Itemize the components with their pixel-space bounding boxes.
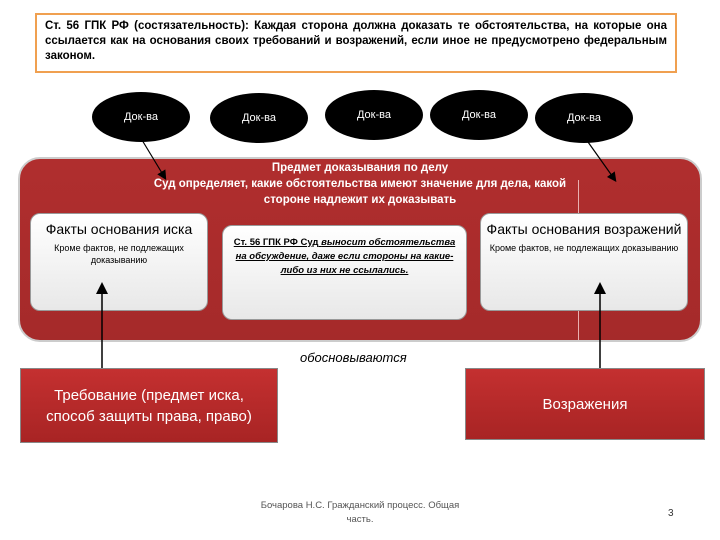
- objection-facts-title: Факты основания возражений: [486, 221, 682, 237]
- evidence-arrow-right: [588, 142, 615, 180]
- justified-label: обосновываются: [300, 350, 407, 365]
- court-lead: Ст. 56 ГПК РФ Суд: [233, 237, 319, 248]
- header-text: Ст. 56 ГПК РФ (состязательность): Каждая сторона должна доказать те обстоятельства, на которые она ссылается как на основания своих требований и возражений, если иное не предусмотрено федеральным законом.: [45, 20, 667, 62]
- subject-line-3: стороне надлежит их доказывать: [263, 194, 457, 206]
- court-body: выносит обстоятельства на обсуждение, даже если стороны на какие-либо из них не ссылались.: [235, 237, 456, 276]
- evidence-label: Док-ва: [123, 111, 158, 123]
- subject-line-2: Суд определяет, какие обстоятельства имеют значение для дела, какой: [153, 178, 567, 190]
- claim-facts-sub: Кроме фактов, не подлежащих доказыванию: [54, 243, 184, 265]
- subject-line-1: Предмет доказывания по делу: [271, 162, 449, 174]
- objections-label: Возражения: [542, 395, 628, 413]
- evidence-label: Док-ва: [566, 112, 601, 124]
- footer-text: Бочарова Н.С. Гражданский процесс. Общая часть.: [260, 500, 460, 525]
- page-number: 3: [668, 508, 674, 519]
- evidence-label: Док-ва: [461, 109, 496, 121]
- evidence-label: Док-ва: [241, 112, 276, 124]
- evidence-arrow-left: [142, 140, 165, 178]
- objection-facts-sub: Кроме фактов, не подлежащих доказыванию: [489, 243, 679, 253]
- evidence-label: Док-ва: [356, 109, 391, 121]
- claim-label: Требование (предмет иска, способ защиты права, право): [46, 386, 252, 425]
- claim-facts-title: Факты основания иска: [45, 221, 193, 237]
